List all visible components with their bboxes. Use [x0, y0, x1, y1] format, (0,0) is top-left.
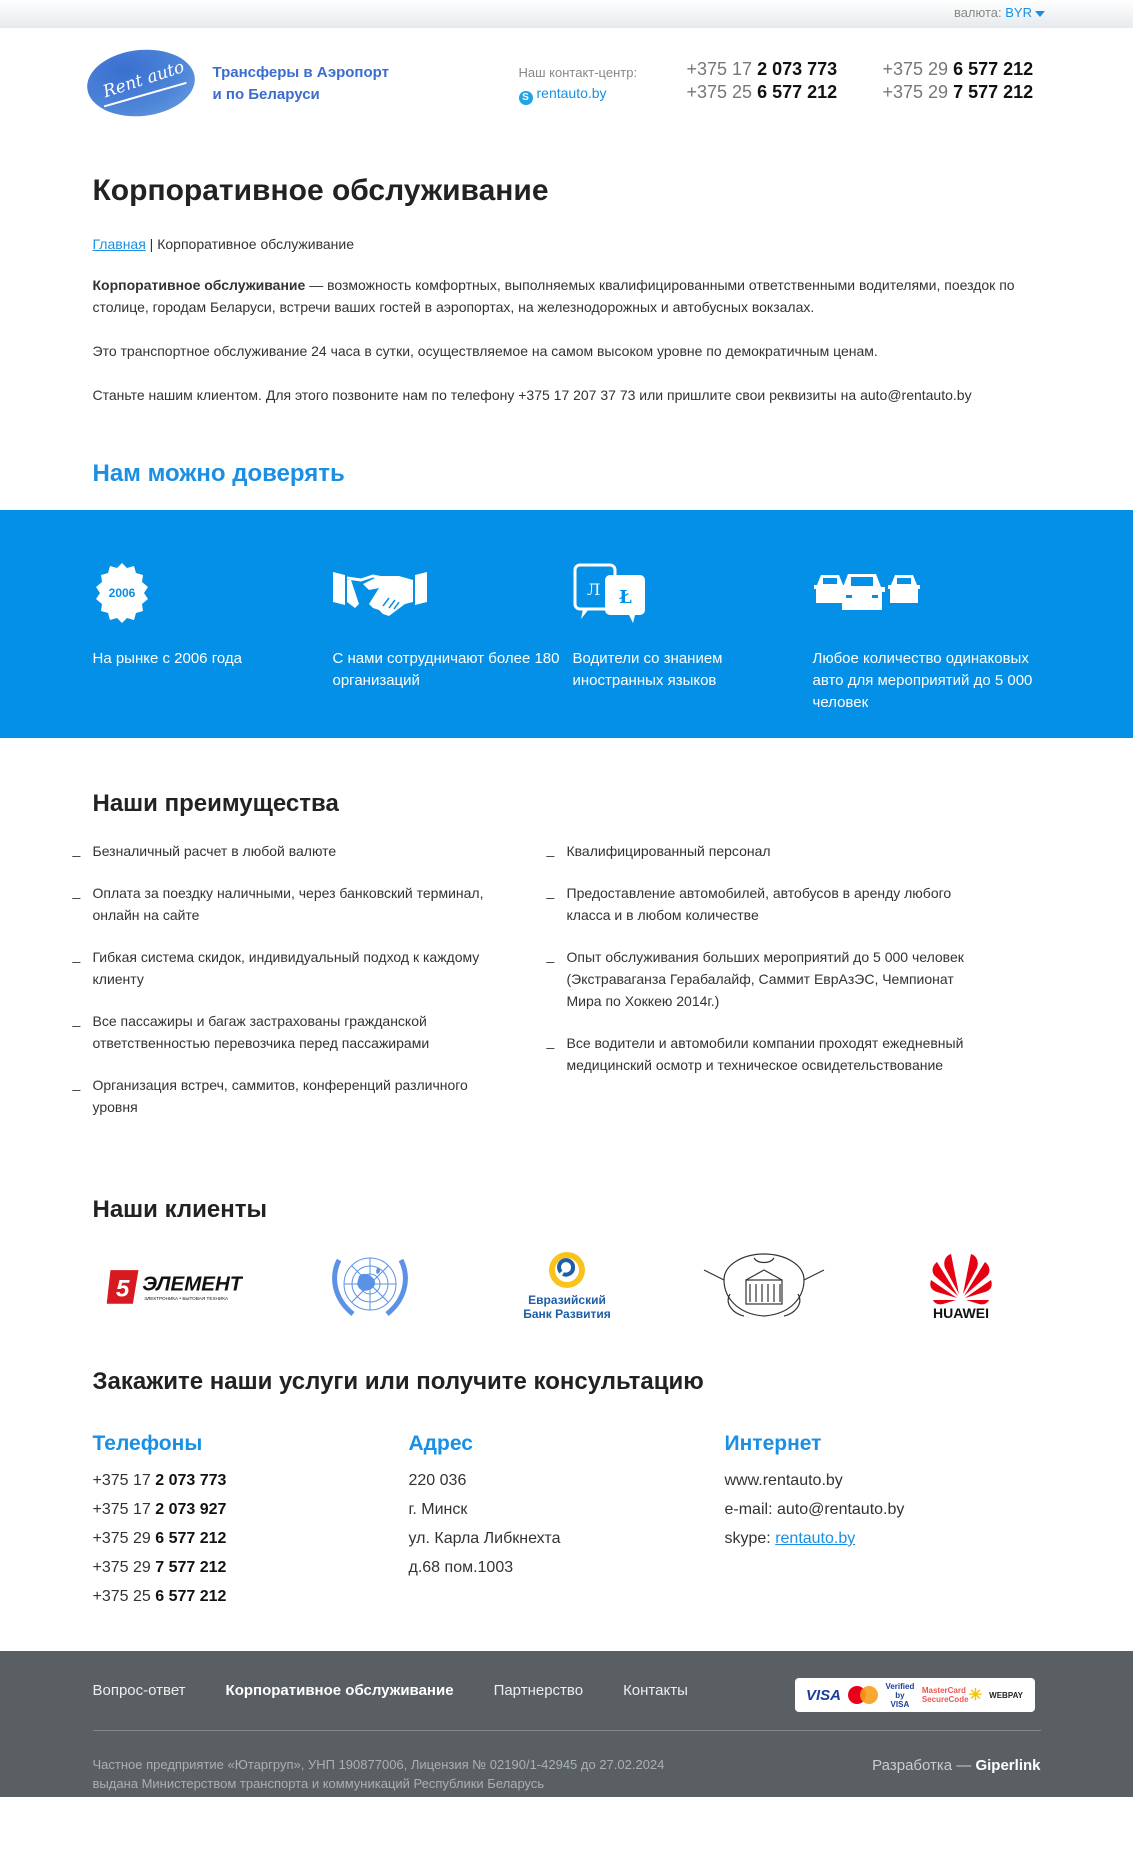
client-logo-eurasian-bank[interactable]: [497, 1246, 637, 1326]
header: [87, 28, 1047, 138]
trust-item: [813, 510, 1053, 714]
client-logo-5-element[interactable]: [103, 1246, 243, 1326]
trust-title: Нам можно доверять: [92, 460, 345, 487]
address-column: [409, 1432, 725, 1611]
clients-title: Наши клиенты: [92, 1196, 268, 1223]
address-title: Адрес: [408, 1432, 473, 1455]
tagline: [213, 62, 389, 106]
client-logo-un[interactable]: [300, 1246, 440, 1326]
trust-item: [333, 510, 573, 714]
svg-text:Л: Л: [586, 580, 600, 599]
address-line: г. Минск: [408, 1501, 468, 1518]
intro-paragraph-1: Корпоративное обслуживание — возможность комфортных, выполняемых квалифицированными ответственными водителями, поездок по столице, городам Беларуси, встречи ваших гостей в аэропортах, на железнодорожных и автобусных вокзалах.: [92, 277, 1015, 315]
mastercard-logo: [848, 1686, 878, 1704]
svg-text:5: 5: [115, 1275, 129, 1303]
header-phone[interactable]: +375 17 2 073 773: [686, 59, 838, 79]
contact-center-label: Наш контакт-центр:: [518, 65, 638, 80]
order-section: [87, 1368, 1047, 1611]
address-line: 220 036: [408, 1472, 467, 1489]
handshake-icon: [333, 558, 573, 628]
badge-2006-icon: [93, 558, 333, 628]
svg-text:ЭЛЕМЕНТ: ЭЛЕМЕНТ: [141, 1272, 242, 1296]
internet-column: [725, 1432, 1041, 1611]
internet-title: Интернет: [724, 1432, 822, 1455]
svg-text:Евразийский: Евразийский: [527, 1293, 606, 1307]
list-item: _ Гибкая система скидок, индивидуальный подход к каждому клиенту: [93, 946, 513, 990]
footer-nav: [93, 1651, 1041, 1731]
trust-item: [93, 510, 333, 714]
phones-title: Телефоны: [92, 1432, 203, 1455]
trust-text: Любое количество одинаковых авто для мероприятий до 5 000 человек: [812, 650, 1033, 711]
phone-line[interactable]: +375 17 2 073 927: [92, 1501, 227, 1518]
address-line: д.68 пом.1003: [408, 1559, 514, 1576]
list-item: _ Квалифицированный персонал: [567, 840, 987, 862]
trust-text: С нами сотрудничают более 180 организаций: [332, 650, 560, 689]
client-logo-huawei[interactable]: [891, 1246, 1031, 1326]
clients-section: [87, 1196, 1047, 1326]
webpay-star-icon: ✳: [968, 1687, 983, 1704]
logo[interactable]: [83, 45, 197, 122]
list-item: _ Безналичный расчет в любой валюте: [93, 840, 513, 862]
trust-item: [573, 510, 813, 714]
trust-text: На рынке с 2006 года: [92, 650, 242, 667]
list-item: _ Все пассажиры и багаж застрахованы гражданской ответственностью перевозчика перед пассажирами: [93, 1010, 513, 1054]
website-text: www.rentauto.by: [724, 1472, 843, 1489]
tagline-line-1: Трансферы в Аэропорт: [212, 64, 389, 81]
list-item: _ Организация встреч, саммитов, конференций различного уровня: [93, 1074, 513, 1118]
main-content: [87, 174, 1047, 488]
currency-value[interactable]: BYR: [1005, 5, 1032, 20]
intro-text: [93, 274, 1041, 406]
advantages-section: [87, 790, 1047, 1138]
top-bar: [0, 0, 1133, 28]
list-item: _ Все водители и автомобили компании проходят ежедневный медицинский осмотр и техническое освидетельствование: [567, 1032, 987, 1076]
chevron-down-icon[interactable]: [1035, 11, 1045, 17]
skype-link[interactable]: [519, 85, 607, 101]
svg-text:HUAWEI: HUAWEI: [932, 1305, 989, 1321]
intro-paragraph-3: Станьте нашим клиентом. Для этого позвоните нам по телефону +375 17 207 37 73 или пришлите свои реквизиты на auto@rentauto.by: [92, 387, 972, 403]
advantages-left: [93, 840, 567, 1138]
client-logo-coat-of-arms[interactable]: [694, 1246, 834, 1326]
phone-line[interactable]: +375 29 7 577 212: [92, 1559, 227, 1576]
phone-line[interactable]: +375 25 6 577 212: [92, 1588, 227, 1605]
breadcrumb-current: Корпоративное обслуживание: [157, 236, 355, 252]
currency-selector[interactable]: [954, 5, 1045, 20]
svg-text:Ł: Ł: [618, 587, 632, 608]
list-item: _ Опыт обслуживания больших мероприятий до 5 000 человек (Экстраваганза Герабалайф, Саммит ЕврАзЭС, Чемпионат Мира по Хоккею 2014г.): [567, 946, 987, 1012]
page-title: Корпоративное обслуживание: [92, 174, 549, 207]
header-phone[interactable]: +375 29 7 577 212: [882, 82, 1034, 102]
advantages-right: [567, 840, 1041, 1138]
svg-text:2006: 2006: [108, 586, 135, 600]
contact-center: [519, 62, 638, 105]
intro-paragraph-2: Это транспортное обслуживание 24 часа в сутки, осуществляемое на самом высоком уровне по демократичным ценам.: [92, 343, 878, 359]
payment-logos: [795, 1678, 1035, 1712]
advantages-title: Наши преимущества: [92, 790, 339, 817]
order-title: Закажите наши услуги или получите консультацию: [92, 1368, 704, 1395]
address-line: ул. Карла Либкнехта: [408, 1530, 561, 1547]
visa-logo: VISA: [805, 1686, 841, 1704]
mastercard-securecode-logo: MasterCard SecureCode: [921, 1686, 969, 1704]
breadcrumb-separator: |: [145, 236, 158, 252]
legal-line-2: выдана Министерством транспорта и коммуникаций Республики Беларусь: [92, 1776, 545, 1791]
phone-line[interactable]: +375 17 2 073 773: [92, 1472, 227, 1489]
currency-label: валюта:: [953, 5, 1002, 20]
footer-link-faq[interactable]: Вопрос-ответ: [92, 1682, 186, 1699]
footer: [0, 1651, 1133, 1797]
trust-band: [0, 510, 1133, 738]
tagline-line-2: и по Беларуси: [212, 86, 320, 103]
footer-link-corporate[interactable]: Корпоративное обслуживание: [225, 1682, 454, 1699]
email-text: e-mail: auto@rentauto.by: [724, 1501, 905, 1518]
phones-column: [93, 1432, 409, 1611]
skype-icon: S: [519, 91, 533, 105]
breadcrumb-home[interactable]: Главная: [92, 236, 146, 252]
skype-link[interactable]: rentauto.by: [775, 1530, 856, 1547]
trust-text: Водители со знанием иностранных языков: [572, 650, 723, 689]
languages-icon: [573, 558, 813, 628]
list-item: _ Предоставление автомобилей, автобусов в аренду любого класса и в любом количестве: [567, 882, 987, 926]
header-phones-col-1: [687, 58, 838, 104]
phone-line[interactable]: +375 29 6 577 212: [92, 1530, 227, 1547]
header-phone[interactable]: +375 29 6 577 212: [882, 59, 1034, 79]
developer-credit[interactable]: Разработка — Giperlink: [872, 1757, 1041, 1774]
list-item: _ Оплата за поездку наличными, через банковский терминал, онлайн на сайте: [93, 882, 513, 926]
skype-line: skype: rentauto.by: [724, 1530, 856, 1547]
header-phone[interactable]: +375 25 6 577 212: [686, 82, 838, 102]
skype-text: rentauto.by: [536, 85, 607, 101]
breadcrumb: [93, 236, 1041, 252]
svg-text:ЭЛЕКТРОНИКА • БЫТОВАЯ ТЕХНИКА: ЭЛЕКТРОНИКА • БЫТОВАЯ ТЕХНИКА: [143, 1296, 228, 1301]
footer-link-partnership[interactable]: Партнерство: [493, 1682, 584, 1699]
legal-info: [93, 1755, 665, 1793]
webpay-logo: WEBPAY: [989, 1690, 1023, 1700]
legal-line-1: Частное предприятие «Ютаргруп», УНП 190877006, Лицензия № 02190/1-42945 до 27.02.2024: [92, 1757, 665, 1772]
svg-text:Банк Развития: Банк Развития: [522, 1307, 611, 1321]
verified-by-visa-logo: Verified by VISA: [885, 1681, 915, 1709]
footer-link-contacts[interactable]: Контакты: [623, 1682, 688, 1699]
cars-icon: [813, 558, 1053, 628]
logo-text: Rent auto: [100, 57, 187, 103]
header-phones-col-2: [883, 58, 1034, 104]
